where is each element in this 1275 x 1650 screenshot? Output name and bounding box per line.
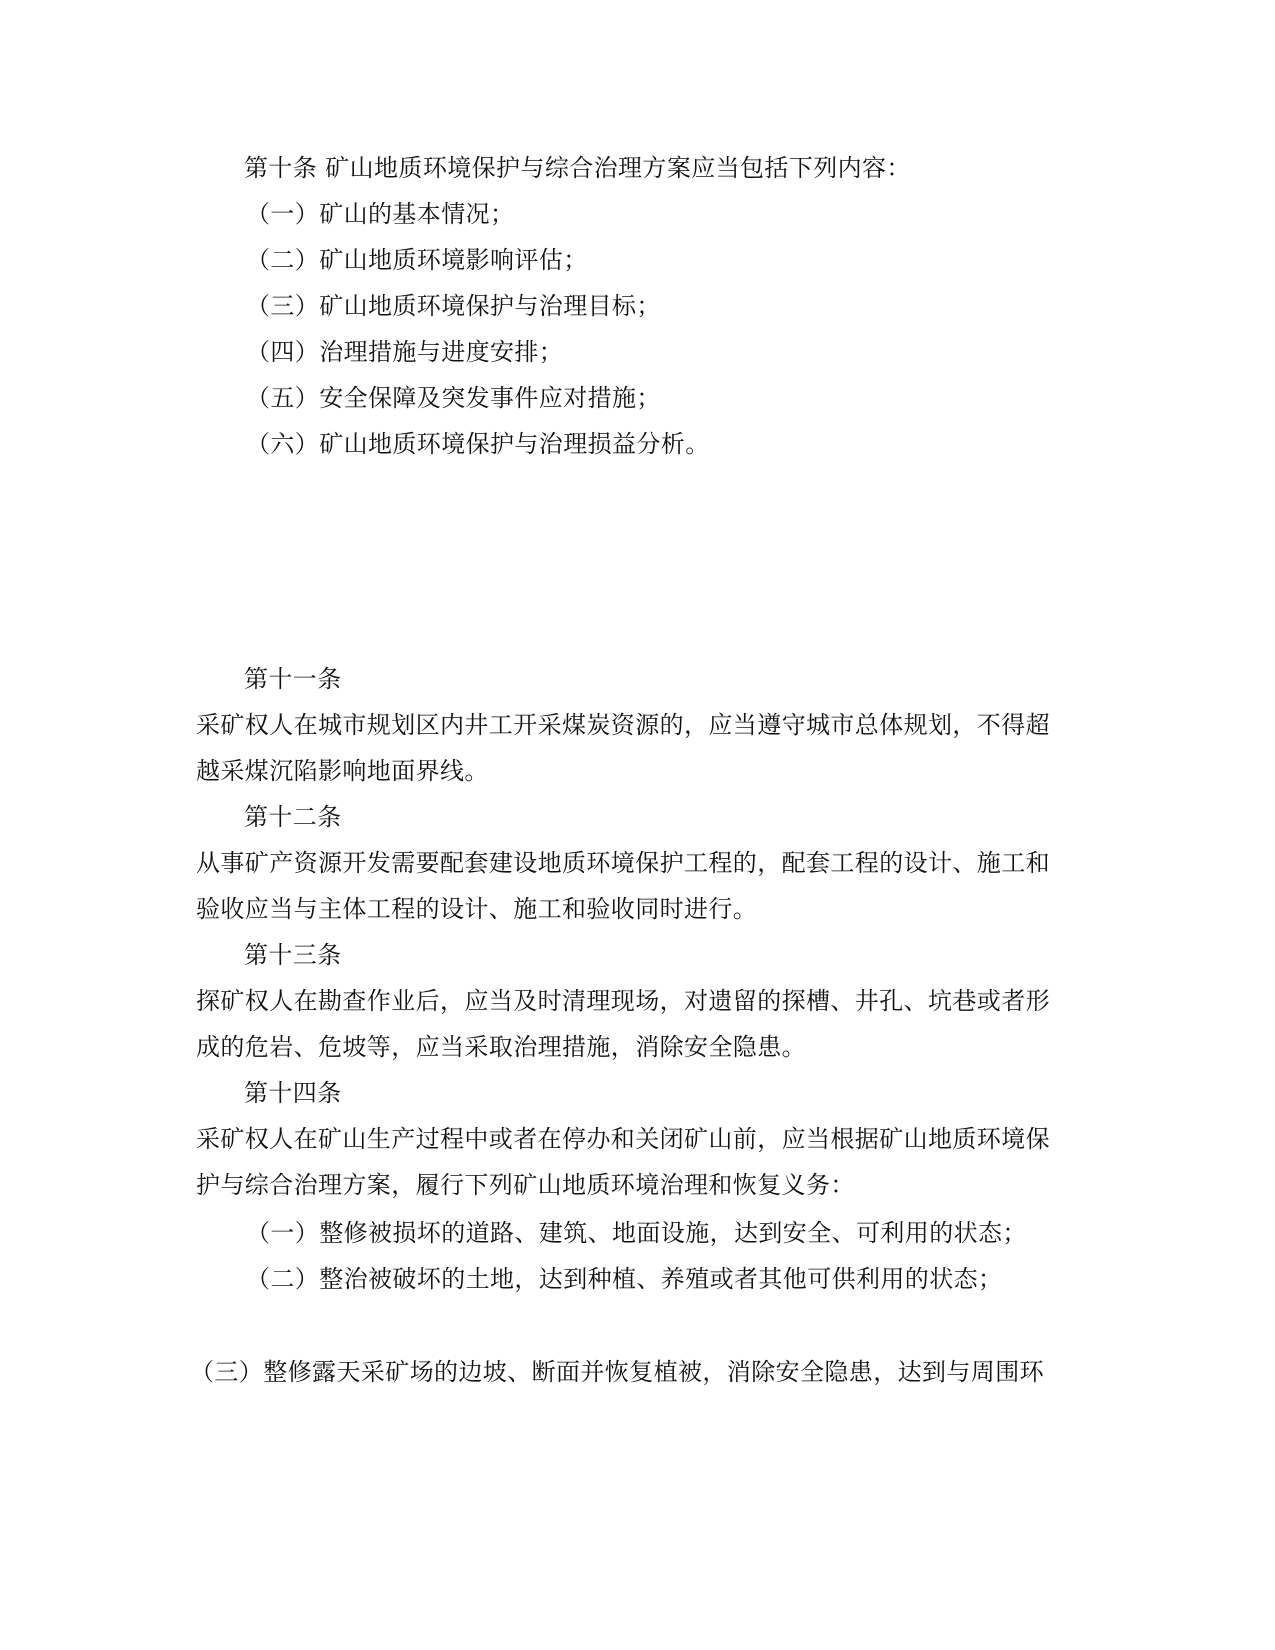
article-14-item-3: （三）整修露天采矿场的边坡、断面并恢复植被，消除安全隐患，达到与周围环 [190,1358,1044,1386]
article-14-line-2: 护与综合治理方案，履行下列矿山地质环境治理和恢复义务： [196,1171,855,1199]
article-12-line-2: 验收应当与主体工程的设计、施工和验收同时进行。 [196,895,758,923]
article-14-item-2: （二）整治被破坏的土地，达到种植、养殖或者其他可供利用的状态； [246,1265,1003,1293]
article-12-heading: 第十二条 [244,803,342,831]
article-14-item-1: （一）整修被损坏的道路、建筑、地面设施，达到安全、可利用的状态； [246,1219,1027,1247]
article-10-item-4: （四）治理措施与进度安排； [246,338,564,366]
article-13-heading: 第十三条 [244,941,342,969]
article-13-line-2: 成的危岩、危坡等，应当采取治理措施，消除安全隐患。 [196,1033,806,1061]
article-14-line-1: 采矿权人在矿山生产过程中或者在停办和关闭矿山前，应当根据矿山地质环境保 [196,1125,1050,1153]
article-10-item-5: （五）安全保障及突发事件应对措施； [246,384,661,412]
article-10-item-2: （二）矿山地质环境影响评估； [246,246,588,274]
article-11-heading: 第十一条 [244,665,342,693]
article-10-item-1: （一）矿山的基本情况； [246,200,515,228]
article-14-heading: 第十四条 [244,1079,342,1107]
article-11-line-1: 采矿权人在城市规划区内井工开采煤炭资源的，应当遵守城市总体规划，不得超 [196,711,1050,739]
article-10-item-6: （六）矿山地质环境保护与治理损益分析。 [246,430,710,458]
article-10-heading: 第十条 矿山地质环境保护与综合治理方案应当包括下列内容： [244,154,911,182]
article-11-line-2: 越采煤沉陷影响地面界线。 [196,757,489,785]
article-13-line-1: 探矿权人在勘查作业后，应当及时清理现场，对遗留的探槽、井孔、坑巷或者形 [196,987,1050,1015]
article-12-line-1: 从事矿产资源开发需要配套建设地质环境保护工程的，配套工程的设计、施工和 [196,849,1050,877]
article-10-item-3: （三）矿山地质环境保护与治理目标； [246,292,661,320]
